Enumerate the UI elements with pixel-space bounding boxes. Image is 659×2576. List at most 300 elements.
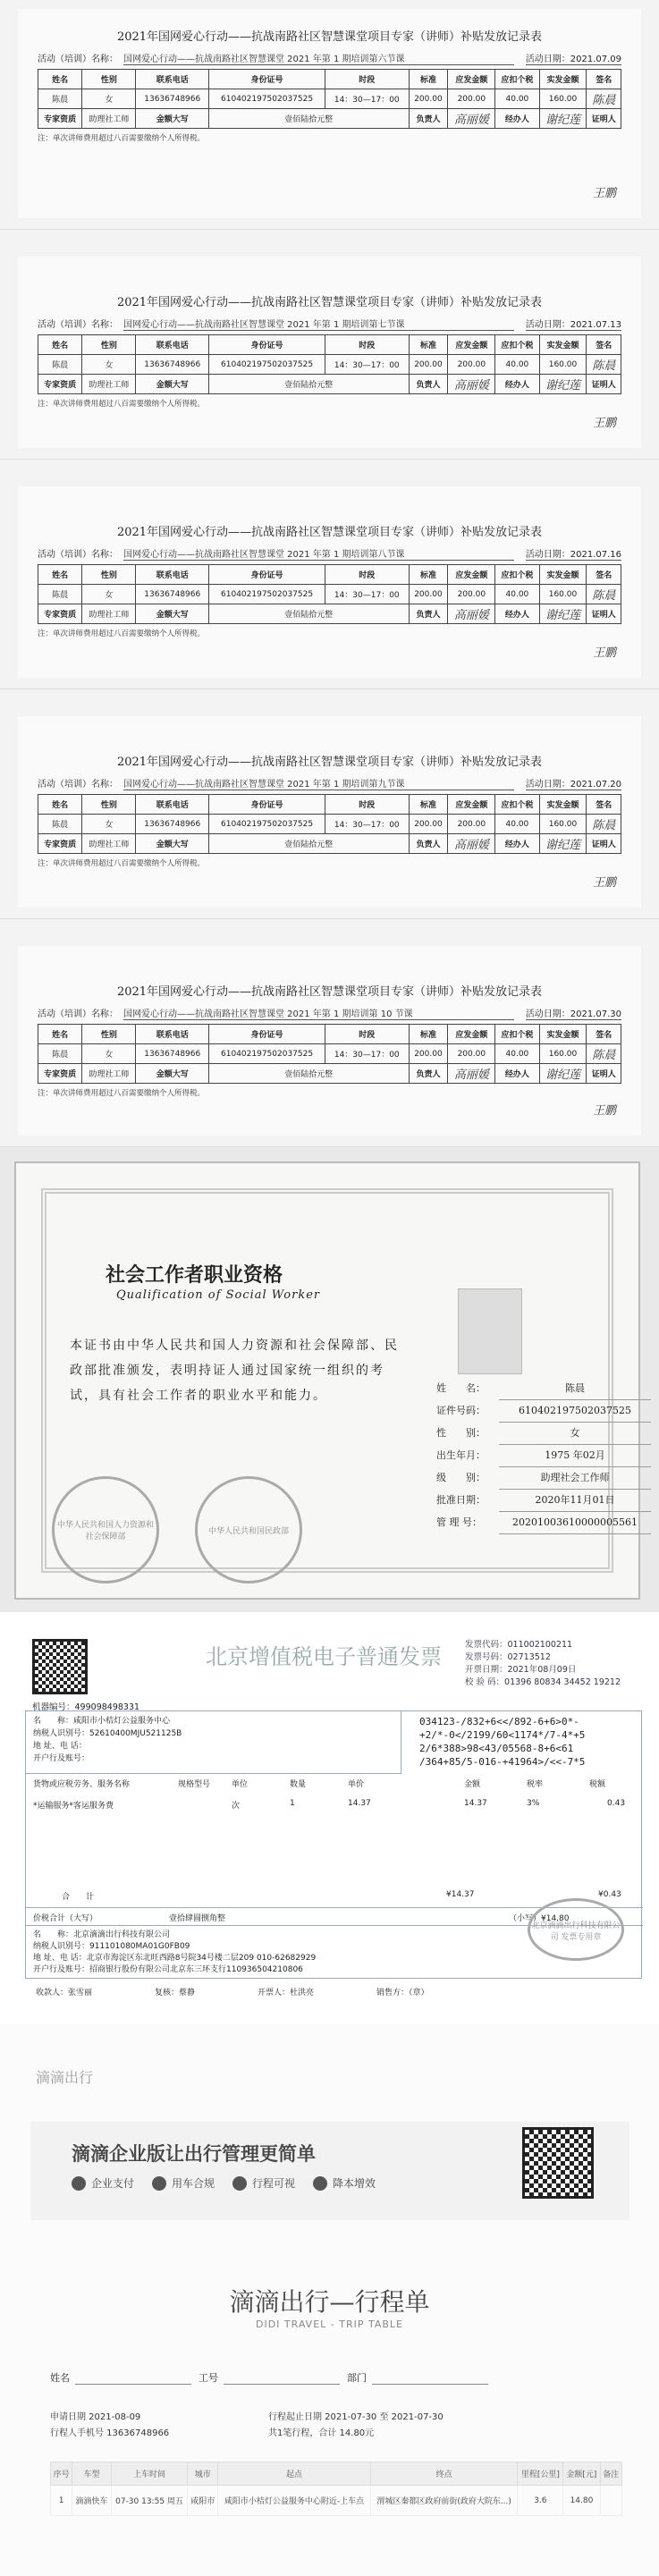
record-meta: [38, 51, 621, 65]
seller-line: 纳税人识别号：911101080MA01G0FB09: [33, 1942, 190, 1951]
person-id: 610402197502037525: [209, 355, 325, 375]
trip-title: 滴滴出行—行程单: [229, 2287, 430, 2317]
net: 160.00: [539, 585, 587, 604]
trip-cell-car: 滴滴快车: [72, 2486, 111, 2516]
proof-label: 证明人: [587, 109, 621, 129]
record-table: [38, 794, 621, 854]
proof-label: 证明人: [587, 375, 621, 394]
tag-label: 降本增效: [333, 2177, 376, 2190]
tag-icon: [72, 2176, 86, 2191]
seller-line: 名 称：北京滴滴出行科技有限公司: [33, 1930, 171, 1939]
col-header: 标准: [409, 70, 448, 89]
proof-label: 证明人: [587, 1064, 621, 1084]
qual-value: 助理社工师: [82, 1064, 136, 1084]
meta-value: 011002100211: [507, 1640, 573, 1650]
col-header: 应扣个税: [495, 70, 539, 89]
didi-tags: [72, 2175, 376, 2191]
cert-subtitle: Qualification of Social Worker: [116, 1288, 321, 1302]
machine-number: 机器编号：499098498331: [32, 1702, 140, 1712]
record-note: 注：单次讲师费用超过八百需要缴纳个人所得税。: [38, 1089, 206, 1098]
person-id: 610402197502037525: [209, 815, 325, 834]
seller-line: 开户行及账号：招商银行股份有限公司北京东三环支行110936504210806: [33, 1965, 303, 1974]
person-name: 陈晨: [38, 355, 82, 375]
drawer: 开票人：杜洪亮: [258, 1989, 315, 1997]
person-gender: 女: [82, 89, 136, 109]
col-header: 实发金额: [539, 795, 587, 815]
item-header: 单价: [348, 1780, 365, 1789]
buyer-line: 名 称：咸阳市小桔灯公益服务中心: [33, 1717, 171, 1726]
activity-name: 国网爱心行动——抗战南路社区智慧课堂 2021 年第 1 期培训第九节课: [123, 776, 514, 790]
col-header: 实发金额: [539, 70, 587, 89]
amount-cn-label: 金额大写: [136, 604, 209, 624]
col-header: 姓名: [38, 795, 82, 815]
col-header: 性别: [82, 70, 136, 89]
record-title: 2021年国网爱心行动——抗战南路社区智慧课堂项目专家（讲师）补贴发放记录表: [116, 526, 543, 539]
seal-right: 中华人民共和国民政部: [195, 1476, 302, 1584]
qual-label: 专家资质: [38, 604, 82, 624]
col-header: 身份证号: [209, 795, 325, 815]
subsidy-record-sheet: [0, 919, 659, 1147]
activity-name: 国网爱心行动——抗战南路社区智慧课堂 2021 年第 1 期培训第六节课: [123, 51, 514, 65]
resp-label: 负责人: [409, 1064, 448, 1084]
person-phone: 13636748966: [136, 1044, 209, 1064]
cert-field-key: 管 理 号：: [436, 1516, 482, 1528]
cert-field-key: 批准日期：: [436, 1494, 486, 1506]
col-header: 应扣个税: [495, 795, 539, 815]
record-table: [38, 1024, 621, 1084]
seller-info: [26, 1926, 401, 1980]
col-header: 身份证号: [209, 335, 325, 355]
buyer-line: 开户行及账号：: [33, 1754, 90, 1763]
activity-label: 活动（培训）名称：: [38, 550, 118, 560]
resp-label: 负责人: [409, 109, 448, 129]
signature: 陈晨: [587, 815, 621, 834]
item-header: 单位: [232, 1780, 249, 1789]
qual-label: 专家资质: [38, 1064, 82, 1084]
cert-field-key: 性 别：: [436, 1427, 486, 1439]
amount-cn-value: 壹佰陆拾元整: [209, 1064, 409, 1084]
handler-signature: 谢纪莲: [539, 375, 587, 394]
resp-signature: 高丽媛: [448, 109, 495, 129]
qr-code-icon: [522, 2127, 594, 2199]
record-title: 2021年国网爱心行动——抗战南路社区智慧课堂项目专家（讲师）补贴发放记录表: [116, 30, 543, 44]
signature: 陈晨: [587, 89, 621, 109]
qual-label: 专家资质: [38, 109, 82, 129]
field-blank: [75, 2384, 191, 2385]
handler-label: 经办人: [495, 604, 539, 624]
record-title: 2021年国网爱心行动——抗战南路社区智慧课堂项目专家（讲师）补贴发放记录表: [116, 296, 543, 309]
col-header: 应扣个税: [495, 565, 539, 585]
cert-field-key: 证件号码：: [436, 1405, 486, 1416]
time-slot: 14：30—17：00: [325, 815, 410, 834]
tag-label: 行程可视: [252, 2177, 296, 2190]
trip-cell-amount: 14.80: [563, 2486, 600, 2516]
record-table: [38, 564, 621, 624]
col-header: 性别: [82, 1025, 136, 1044]
field-blank: [372, 2384, 488, 2385]
standard: 200.00: [409, 815, 448, 834]
trip-col-header: 序号: [51, 2462, 72, 2486]
col-header: 时段: [325, 335, 410, 355]
cipher-line: /364+85/5-016-+41964>/<<-7*5: [419, 1756, 586, 1768]
amount-cn-value: 壹佰陆拾元整: [209, 834, 409, 854]
trip-col-header: 车型: [72, 2462, 111, 2486]
activity-name: 国网爱心行动——抗战南路社区智慧课堂 2021 年第 1 期培训第七节课: [123, 317, 514, 331]
subsidy-record-sheet: [0, 0, 659, 230]
didi-info-left: [50, 2410, 169, 2442]
col-header: 性别: [82, 335, 136, 355]
time-slot: 14：30—17：00: [325, 89, 410, 109]
handler-signature: 谢纪莲: [539, 1064, 587, 1084]
activity-label: 活动（培训）名称：: [38, 780, 118, 790]
item-price: 14.37: [348, 1799, 371, 1808]
trip-subtitle: DIDI TRAVEL - TRIP TABLE: [256, 2318, 403, 2330]
total-label: 合 计: [62, 1893, 95, 1902]
item-unit: 次: [232, 1802, 241, 1811]
col-header: 应发金额: [448, 795, 495, 815]
tax: 40.00: [495, 89, 539, 109]
seller-line: 地 址、电 话：北京市海淀区东北旺西路8号院34号楼二层209 010-62682929: [33, 1954, 317, 1963]
amount-cn-label: 金额大写: [136, 375, 209, 394]
portrait-photo: [458, 1288, 522, 1374]
activity-date: 2021.07.09: [570, 55, 621, 64]
trip-info-line: 申请日期 2021-08-09: [50, 2412, 141, 2422]
cert-field-value: 助理社会工作师: [499, 1467, 651, 1490]
cipher-area: [419, 1715, 643, 1769]
trip-col-header: 城市: [188, 2462, 218, 2486]
record-meta: [38, 1006, 621, 1020]
proof-signature: 王鹏: [592, 187, 616, 200]
col-header: 实发金额: [539, 565, 587, 585]
person-gender: 女: [82, 1044, 136, 1064]
standard: 200.00: [409, 355, 448, 375]
amount-cn-label: 金额大写: [136, 1064, 209, 1084]
col-header: 标准: [409, 565, 448, 585]
col-header: 性别: [82, 795, 136, 815]
trip-row: [51, 2486, 622, 2516]
date-label: 活动日期：: [525, 1009, 570, 1019]
tax: 40.00: [495, 1044, 539, 1064]
item-header: 金额: [464, 1780, 481, 1789]
handler-label: 经办人: [495, 834, 539, 854]
activity-date: 2021.07.30: [570, 1009, 621, 1019]
meta-value: 01396 80834 34452 19212: [504, 1677, 621, 1687]
resp-label: 负责人: [409, 375, 448, 394]
col-header: 标准: [409, 1025, 448, 1044]
cert-field-value: 1975 年02月: [499, 1445, 651, 1467]
total-cn-label: 价税合计（大写）: [33, 1914, 98, 1923]
col-header: 时段: [325, 795, 410, 815]
handler-signature: 谢纪莲: [539, 109, 587, 129]
trip-col-header: 上车时间: [111, 2462, 188, 2486]
buyer-line: 地 址、电 话：: [33, 1742, 87, 1751]
col-header: 实发金额: [539, 335, 587, 355]
person-name: 陈晨: [38, 815, 82, 834]
trip-cell-to: 渭城区秦都区政府前街(政府大院东...): [370, 2486, 518, 2516]
buyer-info: [26, 1711, 401, 1774]
resp-signature: 高丽媛: [448, 834, 495, 854]
meta-key: 发票代码：: [465, 1640, 508, 1650]
person-id: 610402197502037525: [209, 89, 325, 109]
col-header: 身份证号: [209, 1025, 325, 1044]
qual-value: 助理社工师: [82, 604, 136, 624]
cipher-line: 034123-/832+6<</892-6+6>0*-: [419, 1716, 579, 1727]
standard: 200.00: [409, 89, 448, 109]
cert-fields: [436, 1378, 651, 1534]
col-header: 应扣个税: [495, 335, 539, 355]
trip-cell-city: 咸阳市: [188, 2486, 218, 2516]
qualification-certificate: [0, 1147, 659, 1612]
signature: 陈晨: [587, 355, 621, 375]
col-header: 性别: [82, 565, 136, 585]
time-slot: 14：30—17：00: [325, 585, 410, 604]
col-header: 姓名: [38, 70, 82, 89]
total-cn: 壹拾肆圆捌角整: [169, 1914, 226, 1923]
record-note: 注：单次讲师费用超过八百需要缴纳个人所得税。: [38, 859, 206, 868]
buyer-line: 纳税人识别号：52610400MJU521125B: [33, 1729, 182, 1738]
activity-label: 活动（培训）名称：: [38, 320, 118, 330]
col-header: 签名: [587, 70, 621, 89]
net: 160.00: [539, 815, 587, 834]
signature: 陈晨: [587, 585, 621, 604]
net: 160.00: [539, 89, 587, 109]
field-blank: [224, 2384, 340, 2385]
person-phone: 13636748966: [136, 585, 209, 604]
tax: 40.00: [495, 355, 539, 375]
didi-trip-table: [0, 2023, 659, 2576]
col-header: 签名: [587, 565, 621, 585]
field-label: 姓名: [50, 2372, 70, 2384]
resp-signature: 高丽媛: [448, 375, 495, 394]
amount-cn-value: 壹佰陆拾元整: [209, 109, 409, 129]
net: 160.00: [539, 355, 587, 375]
cert-field-value: 2020年11月01日: [499, 1490, 651, 1512]
tax: 40.00: [495, 585, 539, 604]
total-tax: ¥0.43: [598, 1890, 621, 1899]
tag-label: 企业支付: [91, 2177, 135, 2190]
field-label: 工号: [199, 2372, 218, 2384]
gross: 200.00: [448, 89, 495, 109]
handler-label: 经办人: [495, 1064, 539, 1084]
col-header: 应扣个税: [495, 1025, 539, 1044]
item-name: *运输服务*客运服务费: [33, 1802, 114, 1811]
record-note: 注：单次讲师费用超过八百需要缴纳个人所得税。: [38, 629, 206, 638]
col-header: 身份证号: [209, 565, 325, 585]
trip-col-header: 金额[元]: [563, 2462, 600, 2486]
signature: 陈晨: [587, 1044, 621, 1064]
item-amount: 14.37: [464, 1799, 487, 1808]
date-label: 活动日期：: [525, 320, 570, 330]
amount-cn-value: 壹佰陆拾元整: [209, 375, 409, 394]
tax: 40.00: [495, 815, 539, 834]
record-note: 注：单次讲师费用超过八百需要缴纳个人所得税。: [38, 134, 206, 143]
tag-icon: [152, 2176, 166, 2191]
activity-date: 2021.07.13: [570, 320, 621, 330]
col-header: 应发金额: [448, 335, 495, 355]
record-meta: [38, 776, 621, 790]
item-rate: 3%: [527, 1799, 540, 1808]
person-gender: 女: [82, 585, 136, 604]
record-note: 注：单次讲师费用超过八百需要缴纳个人所得税。: [38, 400, 206, 409]
col-header: 联系电话: [136, 795, 209, 815]
standard: 200.00: [409, 585, 448, 604]
cert-field-value: 610402197502037525: [499, 1400, 651, 1423]
cipher-line: +2/*-0</2199/60<1174*/7-4*+5: [419, 1729, 586, 1741]
col-header: 标准: [409, 335, 448, 355]
col-header: 应发金额: [448, 565, 495, 585]
col-header: 姓名: [38, 565, 82, 585]
standard: 200.00: [409, 1044, 448, 1064]
invoice-title: 北京增值税电子普通发票: [206, 1644, 442, 1669]
item-header: 数量: [290, 1780, 307, 1789]
date-label: 活动日期：: [525, 550, 570, 560]
col-header: 时段: [325, 1025, 410, 1044]
person-gender: 女: [82, 815, 136, 834]
activity-label: 活动（培训）名称：: [38, 1009, 118, 1019]
col-header: 应发金额: [448, 70, 495, 89]
seal-left: 中华人民共和国人力资源和社会保障部: [52, 1476, 159, 1584]
cert-body: 本证书由中华人民共和国人力资源和社会保障部、民政部批准颁发，表明持证人通过国家统一组织的考试，具有社会工作者的职业水平和能力。: [70, 1339, 399, 1403]
trip-cell-remark: [600, 2486, 621, 2516]
date-label: 活动日期：: [525, 780, 570, 790]
didi-info-right: [268, 2410, 444, 2442]
record-title: 2021年国网爱心行动——抗战南路社区智慧课堂项目专家（讲师）补贴发放记录表: [116, 985, 543, 999]
col-header: 联系电话: [136, 565, 209, 585]
gross: 200.00: [448, 355, 495, 375]
subsidy-record-sheet: [0, 230, 659, 460]
amount-cn-value: 壹佰陆拾元整: [209, 604, 409, 624]
subsidy-record-sheet: [0, 460, 659, 689]
record-title: 2021年国网爱心行动——抗战南路社区智慧课堂项目专家（讲师）补贴发放记录表: [116, 756, 543, 769]
item-tax: 0.43: [607, 1799, 626, 1808]
qual-value: 助理社工师: [82, 375, 136, 394]
total-amount: ¥14.37: [446, 1890, 475, 1899]
item-header: 税额: [589, 1780, 606, 1789]
person-name: 陈晨: [38, 1044, 82, 1064]
col-header: 姓名: [38, 1025, 82, 1044]
col-header: 时段: [325, 70, 410, 89]
col-header: 签名: [587, 795, 621, 815]
cert-field-value: 陈晨: [499, 1378, 651, 1400]
col-header: 联系电话: [136, 1025, 209, 1044]
trip-cell-from: 咸阳市小桔灯公益服务中心附近-上车点: [218, 2486, 371, 2516]
cipher-line: 2/6*388>98<43/05568-8+6<61: [419, 1743, 574, 1754]
col-header: 联系电话: [136, 335, 209, 355]
date-label: 活动日期：: [525, 55, 570, 64]
person-phone: 13636748966: [136, 815, 209, 834]
qual-value: 助理社工师: [82, 109, 136, 129]
amount-cn-label: 金额大写: [136, 109, 209, 129]
reviewer: 复核：蔡静: [155, 1989, 196, 1997]
activity-name: 国网爱心行动——抗战南路社区智慧课堂 2021 年第 1 期培训第 10 节课: [123, 1006, 514, 1020]
person-name: 陈晨: [38, 585, 82, 604]
resp-signature: 高丽媛: [448, 604, 495, 624]
time-slot: 14：30—17：00: [325, 355, 410, 375]
col-header: 联系电话: [136, 70, 209, 89]
person-id: 610402197502037525: [209, 1044, 325, 1064]
item-qty: 1: [290, 1799, 295, 1808]
trip-col-header: 终点: [370, 2462, 518, 2486]
tag-icon: [232, 2176, 247, 2191]
person-gender: 女: [82, 355, 136, 375]
trip-cell-km: 3.6: [518, 2486, 563, 2516]
record-table: [38, 334, 621, 394]
field-label: 部门: [347, 2372, 367, 2384]
col-header: 实发金额: [539, 1025, 587, 1044]
total-small: （小写）¥14.80: [509, 1914, 570, 1923]
meta-value: 2021年08月09日: [507, 1665, 577, 1675]
meta-value: 02713512: [507, 1652, 551, 1662]
proof-signature: 王鹏: [592, 646, 616, 660]
invoice-stamp: 北京滴滴出行科技有限公司 发票专用章: [528, 1898, 624, 1961]
resp-signature: 高丽媛: [448, 1064, 495, 1084]
didi-headline: 滴滴企业版让出行管理更简单: [72, 2143, 316, 2165]
col-header: 签名: [587, 1025, 621, 1044]
proof-signature: 王鹏: [592, 876, 616, 890]
invoice-items: [26, 1774, 643, 1908]
net: 160.00: [539, 1044, 587, 1064]
time-slot: 14：30—17：00: [325, 1044, 410, 1064]
trip-info-line: 共1笔行程，合计 14.80元: [268, 2428, 375, 2438]
trip-info-line: 行程人手机号 13636748966: [50, 2428, 170, 2438]
tag-label: 用车合规: [172, 2177, 215, 2190]
seller-seal-label: 销售方：（章）: [376, 1989, 429, 1997]
item-header: 税率: [527, 1780, 544, 1789]
gross: 200.00: [448, 815, 495, 834]
didi-banner: [30, 2122, 629, 2220]
trip-col-header: 里程[公里]: [518, 2462, 563, 2486]
didi-fields: [50, 2370, 488, 2385]
col-header: 时段: [325, 565, 410, 585]
cert-field-value: 20201003610000005561: [499, 1512, 651, 1534]
person-name: 陈晨: [38, 89, 82, 109]
proof-label: 证明人: [587, 834, 621, 854]
handler-signature: 谢纪莲: [539, 604, 587, 624]
person-id: 610402197502037525: [209, 585, 325, 604]
didi-brand: 滴滴出行: [36, 2069, 94, 2086]
trip-col-header: 起点: [218, 2462, 371, 2486]
col-header: 身份证号: [209, 70, 325, 89]
meta-key: 开票日期：: [465, 1665, 508, 1675]
trip-cell-no: 1: [51, 2486, 72, 2516]
invoice-footer: [36, 1986, 429, 1997]
trip-table: [50, 2462, 622, 2516]
record-meta: [38, 317, 621, 331]
meta-key: 发票号码：: [465, 1652, 508, 1662]
subsidy-record-sheet: [0, 689, 659, 919]
resp-label: 负责人: [409, 834, 448, 854]
proof-label: 证明人: [587, 604, 621, 624]
qual-label: 专家资质: [38, 834, 82, 854]
item-header: 规格型号: [178, 1780, 211, 1789]
cert-field-key: 姓 名：: [436, 1382, 486, 1394]
record-meta: [38, 546, 621, 561]
gross: 200.00: [448, 1044, 495, 1064]
trip-col-header: 备注: [600, 2462, 621, 2486]
invoice-meta: [465, 1639, 621, 1689]
activity-date: 2021.07.20: [570, 780, 621, 790]
meta-key: 校 验 码：: [465, 1677, 505, 1687]
vat-invoice: [0, 1612, 659, 2023]
person-phone: 13636748966: [136, 89, 209, 109]
col-header: 签名: [587, 335, 621, 355]
col-header: 标准: [409, 795, 448, 815]
tag-icon: [313, 2176, 327, 2191]
amount-cn-label: 金额大写: [136, 834, 209, 854]
cert-field-key: 级 别：: [436, 1472, 486, 1483]
proof-signature: 王鹏: [592, 417, 616, 430]
qr-code-icon: [32, 1639, 88, 1694]
